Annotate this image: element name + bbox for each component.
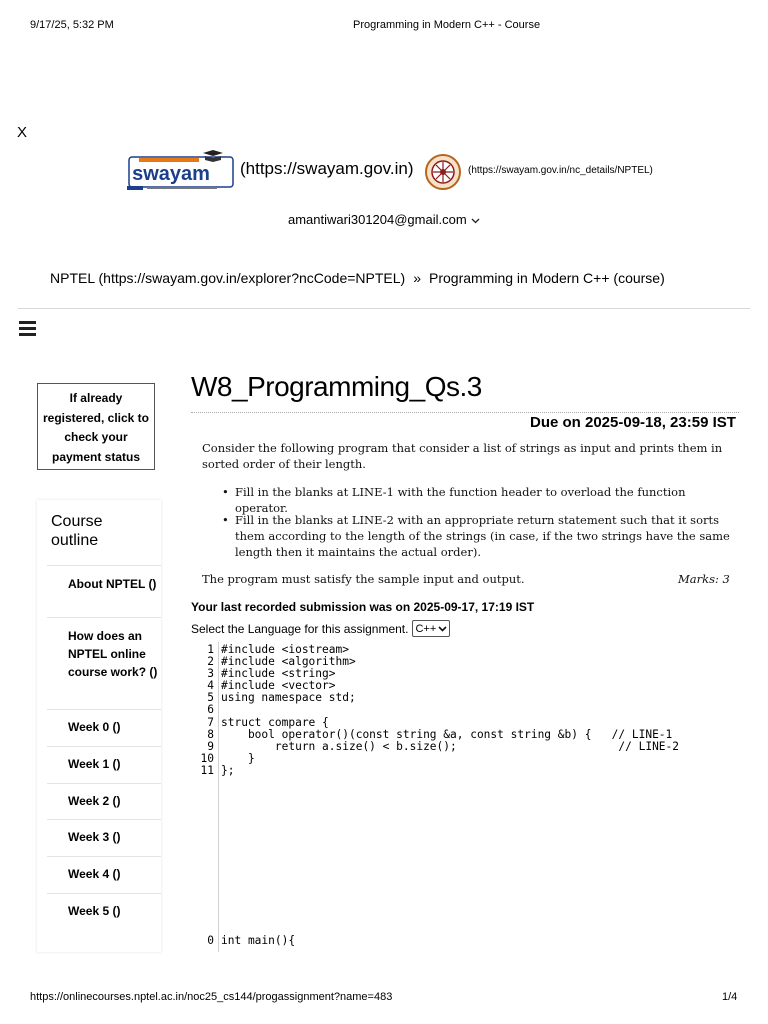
instruction-bullet	[222, 512, 730, 560]
line-number: 7	[207, 716, 214, 729]
code-line[interactable]: #include <algorithm>	[221, 655, 356, 668]
breadcrumb-nptel[interactable]: NPTEL (https://swayam.gov.in/explorer?ncCode=NPTEL)	[50, 270, 406, 286]
line-number: 4	[207, 679, 214, 692]
menu-icon[interactable]	[19, 321, 36, 337]
line-number: 8	[207, 728, 214, 741]
header-divider	[18, 308, 750, 309]
code-line[interactable]: #include <string>	[221, 667, 336, 680]
bullet-icon: •	[222, 513, 229, 527]
chevron-down-icon	[471, 212, 480, 227]
course-outline	[37, 500, 161, 952]
code-line[interactable]: struct compare {	[221, 716, 329, 729]
line-number: 10	[200, 752, 214, 765]
bullet-icon: •	[222, 485, 229, 499]
code-line[interactable]: int main(){	[221, 934, 296, 947]
svg-text:swayam: swayam	[132, 163, 210, 185]
print-url: https://onlinecourses.nptel.ac.in/noc25_cs144/progassignment?name=483	[30, 991, 393, 1003]
language-select[interactable]	[412, 620, 450, 637]
outline-item-week-0[interactable]: Week 0 ()	[47, 709, 161, 746]
code-line[interactable]: #include <iostream>	[221, 643, 349, 656]
print-page-number: 1/4	[722, 991, 738, 1003]
problem-statement: Consider the following program that consider a list of strings as input and prints them in sorted order of their length.	[202, 441, 723, 471]
instruction-text: Fill in the blanks at LINE-1 with the function header to overload the function operator.	[235, 485, 686, 515]
line-number: 9	[207, 740, 214, 753]
code-line[interactable]: };	[221, 764, 235, 777]
breadcrumb-course[interactable]: Programming in Modern C++ (course)	[429, 270, 665, 286]
last-submission: Your last recorded submission was on 2025-09-17, 17:19 IST	[191, 600, 535, 614]
outline-item-week-1[interactable]: Week 1 ()	[47, 746, 161, 783]
outline-item-week-4[interactable]: Week 4 ()	[47, 856, 161, 893]
code-line[interactable]: bool operator()(const string &a, const string &b) { // LINE-1	[221, 728, 673, 741]
code-line[interactable]: }	[221, 752, 255, 765]
nptel-link[interactable]: (https://swayam.gov.in/nc_details/NPTEL)	[468, 165, 653, 176]
title-divider	[191, 412, 739, 413]
line-number: 1	[207, 643, 214, 656]
requirement-text: The program must satisfy the sample input and output.	[202, 572, 525, 586]
instruction-text: Fill in the blanks at LINE-2 with an appropriate return statement such that it sorts them according to the length of the strings (in case, if the two strings have the same length then it maintains the actual order).	[235, 513, 730, 559]
course-outline-title: Course outline	[51, 513, 103, 549]
outline-item-week-5[interactable]: Week 5 ()	[47, 893, 161, 951]
swayam-link[interactable]: (https://swayam.gov.in)	[240, 159, 414, 178]
language-value: C++	[415, 622, 437, 635]
editor-gutter	[218, 642, 219, 952]
user-email: amantiwari301204@gmail.com	[288, 212, 467, 227]
code-line[interactable]: return a.size() < b.size(); // LINE-2	[221, 740, 680, 753]
due-date: Due on 2025-09-18, 23:59 IST	[530, 414, 736, 431]
print-page-title: Programming in Modern C++ - Course	[353, 19, 541, 31]
outline-item-week-3[interactable]: Week 3 ()	[47, 819, 161, 856]
marks: Marks: 3	[678, 572, 730, 586]
breadcrumb	[50, 270, 665, 286]
outline-item-how-course-works[interactable]: How does an NPTEL online course work? ()	[47, 617, 161, 709]
line-number: 5	[207, 691, 214, 704]
code-line[interactable]: #include <vector>	[221, 679, 336, 692]
nptel-logo[interactable]	[424, 153, 462, 191]
outline-item-about-nptel[interactable]: About NPTEL ()	[47, 565, 161, 617]
line-number: 0	[207, 934, 214, 947]
line-number: 3	[207, 667, 214, 680]
print-datetime: 9/17/25, 5:32 PM	[30, 19, 114, 31]
code-editor[interactable]	[198, 642, 748, 952]
swayam-logo[interactable]	[127, 149, 235, 192]
language-prompt: Select the Language for this assignment.	[191, 621, 409, 636]
user-menu[interactable]	[288, 212, 480, 227]
line-number: 2	[207, 655, 214, 668]
code-line[interactable]: using namespace std;	[221, 691, 356, 704]
outline-item-week-2[interactable]: Week 2 ()	[47, 783, 161, 819]
breadcrumb-separator: »	[413, 270, 421, 286]
payment-status-button[interactable]: If already registered, click to check your payment status	[37, 383, 155, 470]
language-row	[191, 620, 450, 637]
line-number: 11	[200, 764, 214, 777]
line-number: 6	[207, 703, 214, 716]
assignment-title: W8_Programming_Qs.3	[191, 371, 482, 402]
close-button[interactable]: X	[17, 124, 28, 141]
chevron-down-icon	[438, 626, 447, 632]
